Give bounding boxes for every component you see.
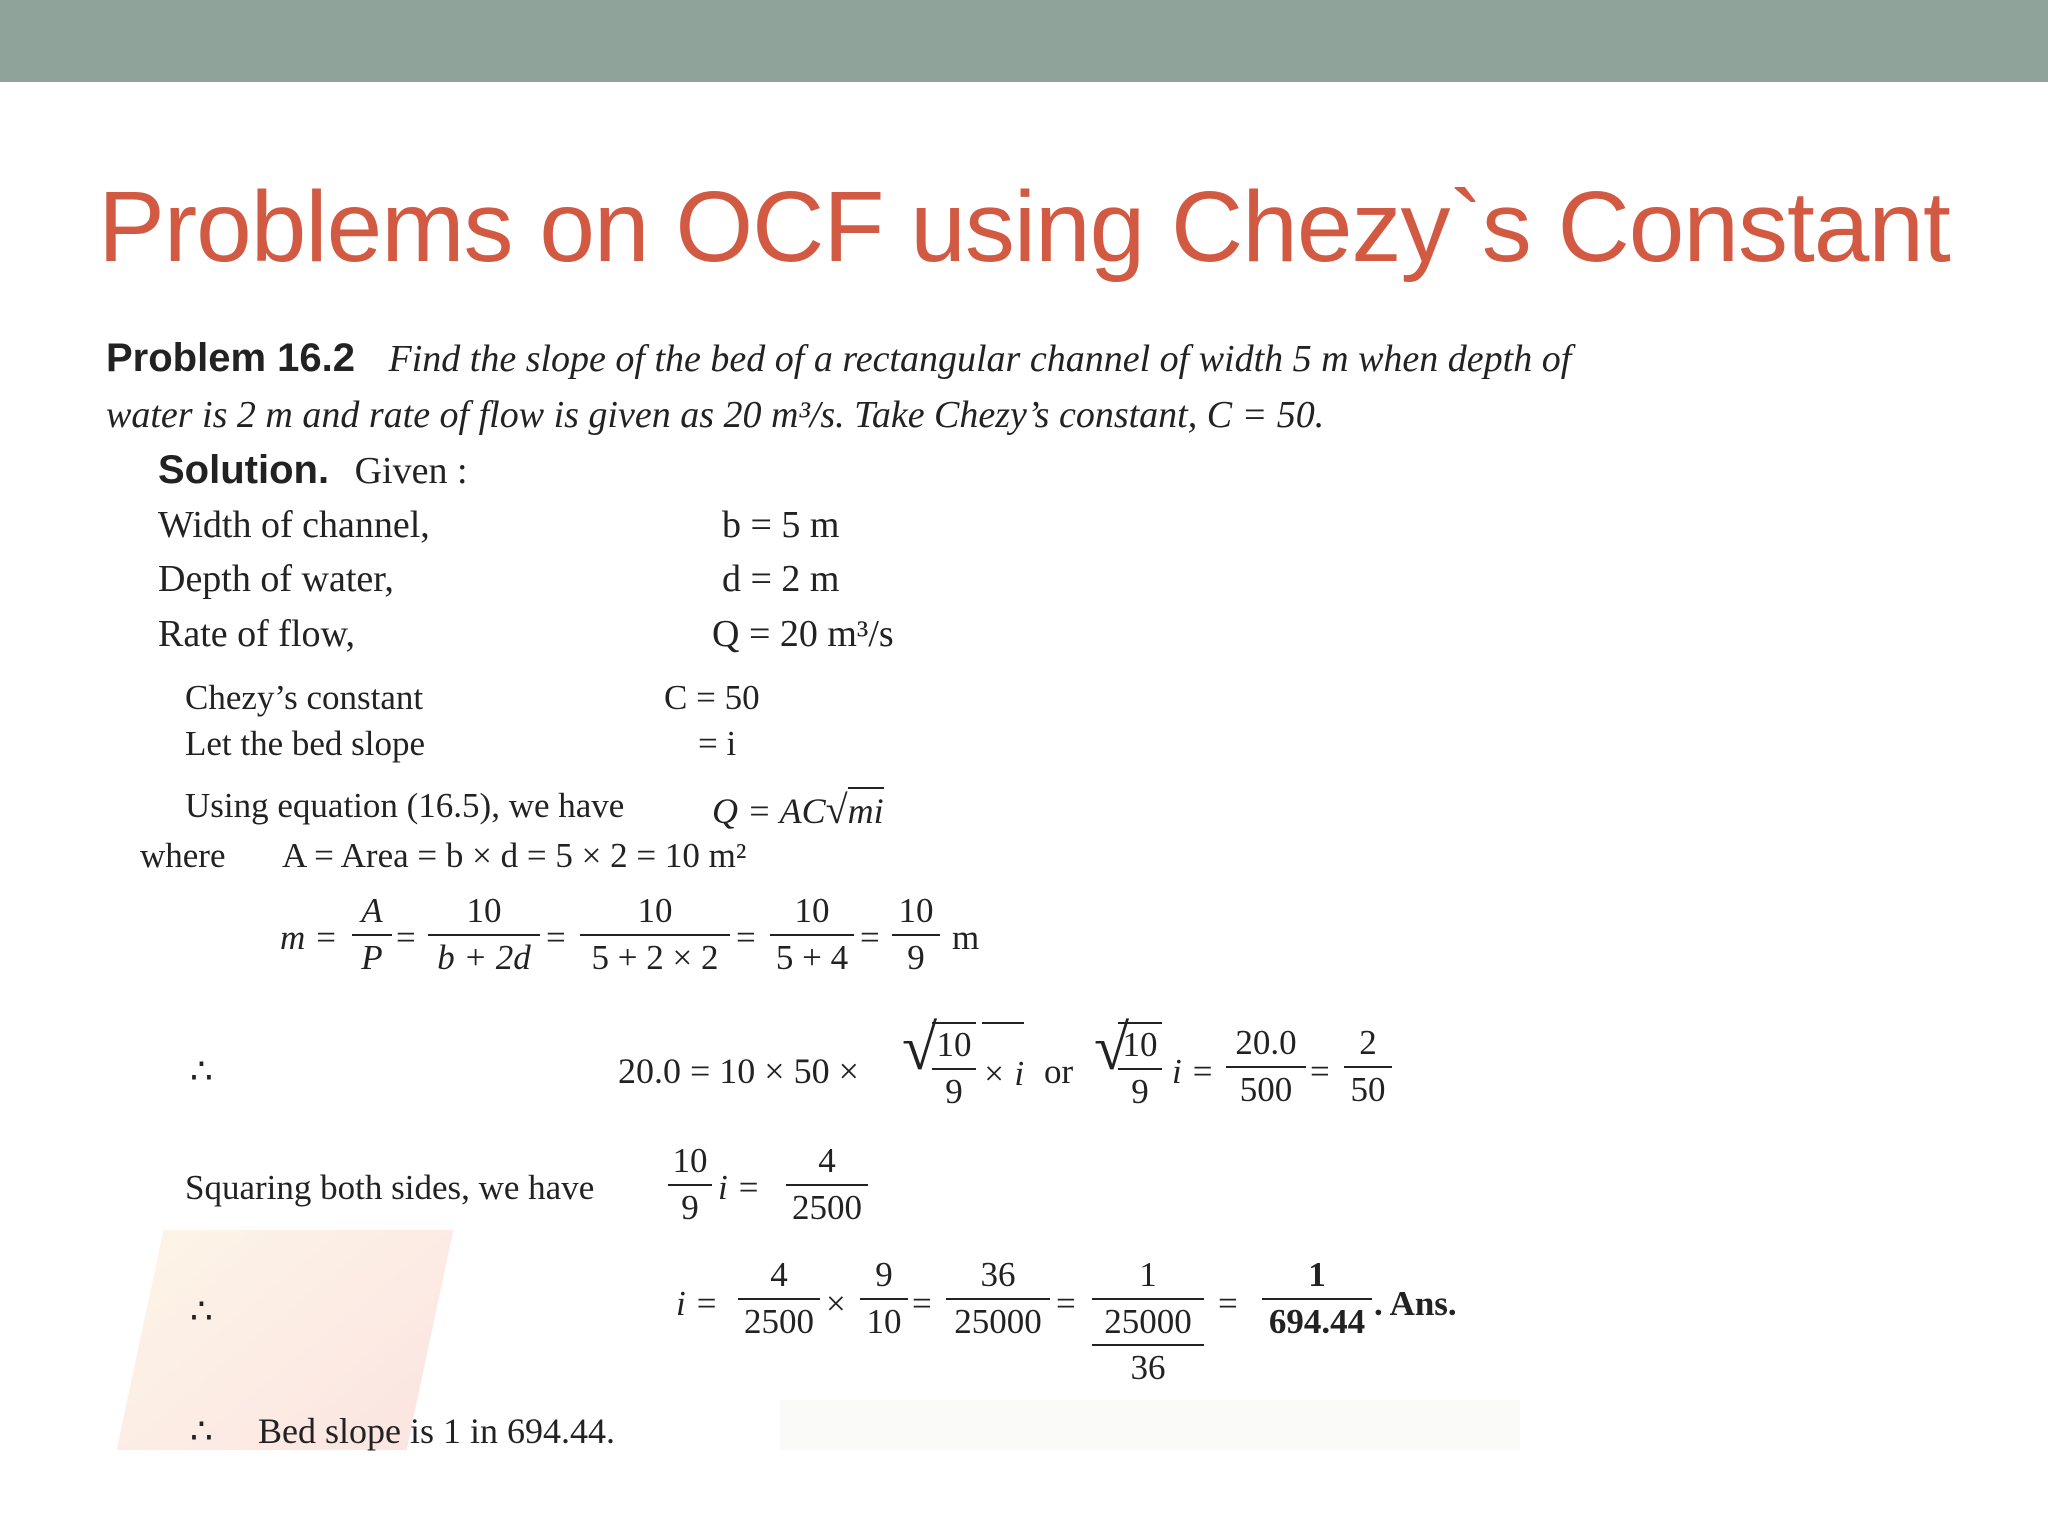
given-value-width: b = 5 m — [722, 504, 840, 546]
m-frac-1-den: P — [361, 937, 383, 977]
watermark-shape — [780, 1400, 1520, 1450]
m-frac-5 — [892, 892, 940, 977]
i-frac-2-den: 10 — [866, 1301, 902, 1341]
fraction-bar — [1092, 1298, 1204, 1300]
m-frac-5-num: 10 — [898, 891, 934, 930]
square-frac-1-den: 9 — [681, 1187, 699, 1227]
fraction-bar — [1226, 1066, 1306, 1068]
i-frac-4-num: 1 — [1139, 1255, 1157, 1294]
i-frac-4-den2: 36 — [1130, 1348, 1166, 1387]
therefore-symbol-1: ∴ — [190, 1051, 213, 1091]
radical-sign: √ — [1094, 1012, 1130, 1083]
statement-line-2: water is 2 m and rate of flow is given as 20 m³/s. Take Chezy’s constant, C = 50. — [106, 394, 1325, 436]
m-frac-2 — [428, 892, 540, 977]
m-frac-1-num: A — [361, 891, 383, 930]
m-frac-2-num: 10 — [466, 891, 502, 930]
fraction-bar — [946, 1298, 1050, 1300]
problem-statement — [106, 336, 1571, 381]
square-frac-2-num: 4 — [818, 1141, 836, 1180]
times-i-text: × i — [982, 1054, 1025, 1093]
i-frac-3-num: 36 — [980, 1255, 1016, 1294]
i-frac-4 — [1092, 1256, 1204, 1388]
i-frac-3 — [946, 1256, 1050, 1341]
chezy-formula — [712, 786, 884, 833]
or-label: or — [1044, 1052, 1074, 1091]
equals-3: = — [736, 918, 756, 957]
m-unit: m — [952, 918, 980, 957]
i-frac-5-num: 1 — [1308, 1255, 1326, 1294]
given-label: Given : — [354, 450, 468, 492]
where-label: where — [140, 836, 226, 875]
problem-label: Problem 16.2 — [106, 336, 356, 380]
fraction-bar — [770, 934, 854, 936]
given-label-chezy: Chezy’s constant — [185, 678, 424, 717]
equals-7: = — [1056, 1284, 1076, 1323]
equals-1: = — [396, 918, 416, 957]
given-label-slope: Let the bed slope — [185, 724, 426, 763]
equals-6: = — [912, 1284, 932, 1323]
fraction-bar — [580, 934, 730, 936]
m-frac-3-num: 10 — [637, 891, 673, 930]
therefore-symbol-2: ∴ — [190, 1291, 213, 1331]
times-sign: × — [826, 1284, 846, 1323]
chezy-formula-lhs: Q = AC — [712, 791, 826, 831]
ratio-frac-1 — [1226, 1024, 1306, 1109]
i-frac-1-den: 2500 — [744, 1301, 814, 1341]
equals-5: = — [1310, 1052, 1330, 1091]
ratio-frac-1-num: 20.0 — [1235, 1023, 1297, 1062]
i-frac-2 — [860, 1256, 908, 1341]
i-frac-1-num: 4 — [770, 1255, 788, 1294]
given-label-width: Width of channel, — [158, 504, 430, 546]
answer-marker: . Ans. — [1374, 1284, 1457, 1323]
flow-equation-lhs: 20.0 = 10 × 50 × — [618, 1051, 859, 1091]
i-frac-5 — [1262, 1256, 1372, 1341]
fraction-bar — [932, 1068, 976, 1070]
sqrt-frac-2-num: 10 — [1122, 1025, 1158, 1064]
given-value-slope: = i — [698, 724, 737, 763]
fraction-bar — [1262, 1298, 1372, 1300]
sqrt-frac-2-den: 9 — [1131, 1071, 1149, 1111]
sqrt-frac-1-den: 9 — [945, 1071, 963, 1111]
ratio-frac-2-num: 2 — [1359, 1023, 1377, 1062]
therefore-symbol-3: ∴ — [190, 1411, 213, 1451]
slide-title: Problems on OCF using Chezy`s Constant — [98, 171, 1950, 283]
conclusion-text: Bed slope is 1 in 694.44. — [258, 1411, 615, 1451]
times-i — [982, 1022, 1024, 1094]
fraction-bar — [738, 1298, 820, 1300]
fraction-bar — [1344, 1066, 1392, 1068]
area-equation: A = Area = b × d = 5 × 2 = 10 m² — [282, 836, 747, 875]
fraction-bar — [428, 934, 540, 936]
m-frac-3 — [580, 892, 730, 977]
solution-header — [158, 448, 468, 493]
ratio-frac-2-den: 50 — [1350, 1069, 1386, 1109]
given-label-flow: Rate of flow, — [158, 613, 355, 655]
square-frac-1-num: 10 — [672, 1141, 708, 1180]
fraction-bar — [892, 934, 940, 936]
squaring-text: Squaring both sides, we have — [185, 1168, 595, 1207]
m-frac-4-den: 5 + 4 — [775, 937, 849, 977]
given-value-depth: d = 2 m — [722, 558, 840, 600]
sqrt-frac-1 — [932, 1022, 976, 1111]
m-frac-5-den: 9 — [907, 937, 925, 977]
i-frac-3-den: 25000 — [954, 1301, 1042, 1341]
i-equals: i = — [1172, 1052, 1215, 1091]
fraction-bar — [352, 934, 392, 936]
square-frac-2 — [786, 1142, 868, 1227]
fraction-bar — [786, 1184, 868, 1186]
equals-8: = — [1218, 1284, 1238, 1323]
given-value-flow: Q = 20 m³/s — [712, 613, 894, 655]
m-frac-4-num: 10 — [794, 891, 830, 930]
fraction-bar — [668, 1184, 712, 1186]
i-frac-1 — [738, 1256, 820, 1341]
square-frac-2-den: 2500 — [792, 1187, 862, 1227]
equals-2: = — [546, 918, 566, 957]
square-i-equals: i = — [718, 1168, 761, 1207]
given-label-depth: Depth of water, — [158, 558, 394, 600]
i-frac-5-den: 694.44 — [1268, 1301, 1366, 1341]
m-label: m = — [280, 918, 338, 957]
using-equation-text: Using equation (16.5), we have — [185, 786, 625, 825]
statement-line-1: Find the slope of the bed of a rectangular channel of width 5 m when depth of — [388, 338, 1572, 380]
solution-label: Solution. — [158, 448, 330, 492]
square-frac-1 — [668, 1142, 712, 1227]
given-value-chezy: C = 50 — [664, 678, 760, 717]
m-frac-3-den: 5 + 2 × 2 — [591, 937, 719, 977]
i-line-lhs: i = — [676, 1284, 719, 1323]
fraction-bar — [860, 1298, 908, 1300]
chezy-formula-radicand: mi — [848, 787, 884, 831]
radical-sign: √ — [825, 787, 848, 832]
sqrt-frac-2 — [1118, 1022, 1162, 1111]
ratio-frac-1-den: 500 — [1239, 1069, 1293, 1109]
ratio-frac-2 — [1344, 1024, 1392, 1109]
m-frac-4 — [770, 892, 854, 977]
fraction-bar — [1118, 1068, 1162, 1070]
fraction-bar — [1092, 1344, 1204, 1346]
i-frac-2-num: 9 — [875, 1255, 893, 1294]
m-frac-2-den: b + 2d — [437, 937, 531, 977]
equals-4: = — [860, 918, 880, 957]
sqrt-frac-1-num: 10 — [936, 1025, 972, 1064]
m-frac-1 — [352, 892, 392, 977]
i-frac-4-den: 25000 — [1104, 1301, 1192, 1341]
radical-sign: √ — [902, 1012, 938, 1083]
